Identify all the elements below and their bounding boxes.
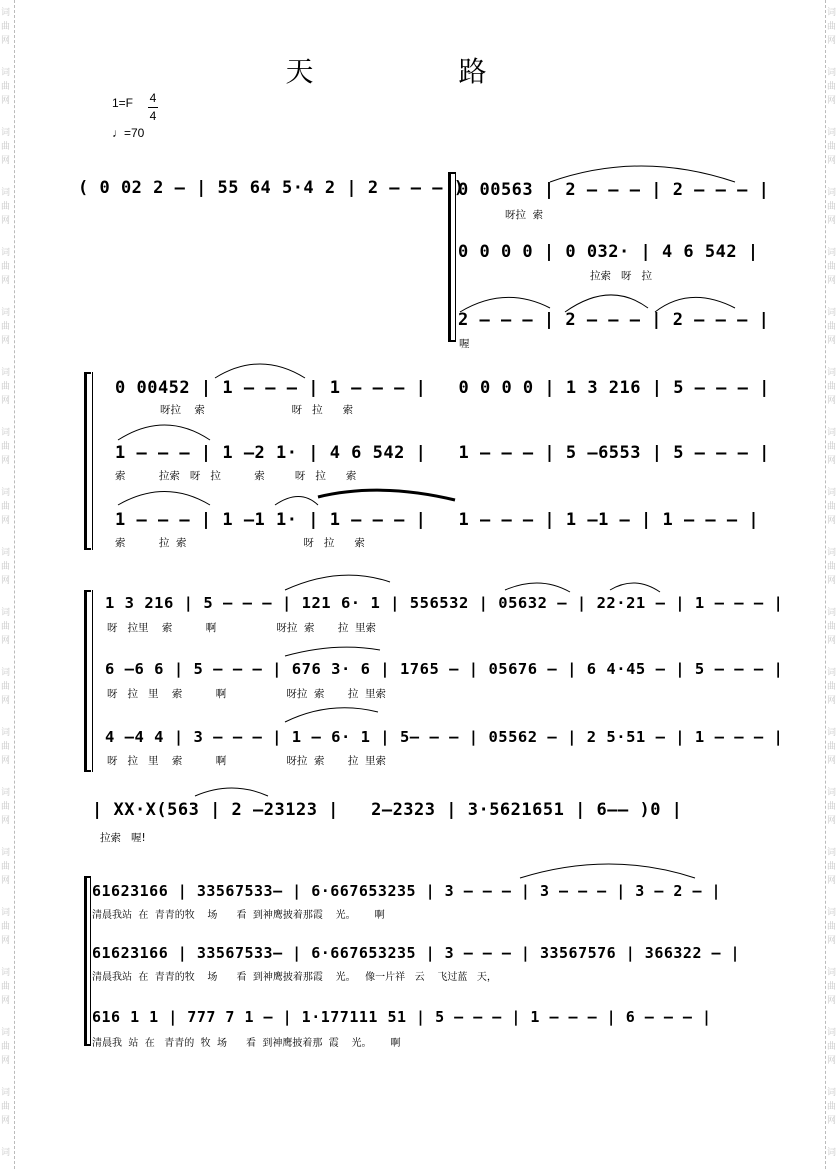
watermark-char: 曲 <box>827 82 837 92</box>
watermark-char: 词 <box>827 728 837 738</box>
watermark-char: 词 <box>1 668 11 678</box>
watermark-char: 曲 <box>827 742 837 752</box>
system3-voice2-lyric: 呀 拉 里 索 啊 呀拉 索 拉 里索 <box>107 688 387 700</box>
watermark-char: 词 <box>827 908 837 918</box>
system3-voice1-lyric: 呀 拉里 索 啊 呀拉 索 拉 里索 <box>107 622 377 634</box>
watermark-char: 网 <box>827 456 837 466</box>
watermark-char: 网 <box>827 936 837 946</box>
watermark-char: 网 <box>1 816 11 826</box>
watermark-char: 曲 <box>827 502 837 512</box>
watermark-char: 网 <box>827 516 837 526</box>
watermark-char: 词 <box>827 428 837 438</box>
system1-voice3-notes: 2 – – – | 2 – – – | 2 – – – | <box>458 310 770 330</box>
watermark-char: 曲 <box>1 82 11 92</box>
watermark-char: 曲 <box>1 982 11 992</box>
watermark-char: 词 <box>1 1028 11 1038</box>
watermark-char: 曲 <box>1 562 11 572</box>
watermark-char: 网 <box>827 636 837 646</box>
system5-voice3-notes: 616 1 1 | 777 7 1 – | 1·177111 51 | 5 – – – | 1 – – – | 6 – – – | <box>92 1008 712 1026</box>
watermark-char: 网 <box>827 96 837 106</box>
watermark-char: 网 <box>1 636 11 646</box>
watermark-char: 曲 <box>827 22 837 32</box>
system1-voice1-lyric: 呀拉 索 <box>505 209 544 221</box>
system2-voice1-notes: 0 00452 | 1 – – – | 1 – – – | 0 0 0 0 | 1 3 216 | 5 – – – | <box>115 378 770 398</box>
system2-voice2-lyric: 索 拉索 呀 拉 索 呀 拉 索 <box>115 470 357 482</box>
watermark-char: 词 <box>827 848 837 858</box>
watermark-char: 词 <box>1 608 11 618</box>
watermark-char: 曲 <box>827 142 837 152</box>
watermark-char: 网 <box>827 816 837 826</box>
watermark-char: 网 <box>1 456 11 466</box>
intro-notes: ( 0 02 2 – | 55 64 5·4 2 | 2 – – – ) <box>78 178 465 198</box>
watermark-char: 曲 <box>1 382 11 392</box>
watermark-char: 曲 <box>1 682 11 692</box>
watermark-char: 网 <box>827 156 837 166</box>
watermark-char: 词 <box>1 548 11 558</box>
system2-voice2-notes: 1 – – – | 1 –2 1· | 4 6 542 | 1 – – – | 5 –6553 | 5 – – – | <box>115 443 770 463</box>
system3-voice2-notes: 6 –6 6 | 5 – – – | 676 3· 6 | 1765 – | 05676 – | 6 4·45 – | 5 – – – | <box>105 660 784 678</box>
system2-voice3-lyric: 索 拉 索 呀 拉 索 <box>115 537 365 549</box>
watermark-char: 曲 <box>1 862 11 872</box>
watermark-char: 网 <box>1 936 11 946</box>
system1-barline <box>455 172 456 342</box>
watermark-char: 网 <box>827 36 837 46</box>
watermark-char: 网 <box>1 1116 11 1126</box>
song-title: 天 路 <box>285 55 555 88</box>
time-signature <box>148 90 158 125</box>
system1-voice2-lyric: 拉索 呀 拉 <box>590 270 653 282</box>
system2-bracket <box>84 372 87 550</box>
system3-barline <box>92 590 93 772</box>
system3-voice1-notes: 1 3 216 | 5 – – – | 121 6· 1 | 556532 | 05632 – | 22·21 – | 1 – – – | <box>105 594 784 612</box>
watermark-char: 网 <box>1 396 11 406</box>
watermark-char: 词 <box>1 428 11 438</box>
watermark-char: 词 <box>827 1028 837 1038</box>
watermark-char: 网 <box>1 996 11 1006</box>
watermark-char: 曲 <box>827 1102 837 1112</box>
watermark-char: 词 <box>1 788 11 798</box>
watermark-char: 网 <box>827 396 837 406</box>
watermark-char: 词 <box>1 8 11 18</box>
system4-lyric: 拉索 喔! <box>100 832 146 844</box>
tempo-marking: ♩=70 <box>112 126 145 140</box>
watermark-char: 词 <box>1 68 11 78</box>
watermark-char: 词 <box>827 368 837 378</box>
system5-voice1-lyric: 清晨我站 在 青青的牧 场 看 到神鹰披着那霞 光。 啊 <box>92 910 385 921</box>
watermark-char: 网 <box>1 36 11 46</box>
system5-bracket <box>84 876 87 1046</box>
watermark-char: 曲 <box>1 802 11 812</box>
watermark-char: 曲 <box>1 22 11 32</box>
watermark-char: 词 <box>827 308 837 318</box>
system3-voice3-notes: 4 –4 4 | 3 – – – | 1 – 6· 1 | 5– – – | 05562 – | 2 5·51 – | 1 – – – | <box>105 728 784 746</box>
watermark-char: 曲 <box>827 862 837 872</box>
watermark-char: 词 <box>1 488 11 498</box>
watermark-char: 曲 <box>827 202 837 212</box>
system2-voice3-notes: 1 – – – | 1 –1 1· | 1 – – – | 1 – – – | 1 –1 – | 1 – – – | <box>115 510 760 530</box>
watermark-char: 词 <box>827 488 837 498</box>
watermark-char: 词 <box>1 188 11 198</box>
watermark-char: 网 <box>827 696 837 706</box>
system1-bracket <box>448 172 451 342</box>
watermark-char: 网 <box>1 156 11 166</box>
watermark-char: 词 <box>1 848 11 858</box>
watermark-char: 曲 <box>1 1102 11 1112</box>
watermark-char: 网 <box>827 276 837 286</box>
system1-voice1-notes: 0 00563 | 2 – – – | 2 – – – | <box>458 180 770 200</box>
watermark-char: 词 <box>1 908 11 918</box>
system1-voice2-notes: 0 0 0 0 | 0 032· | 4 6 542 | <box>458 242 759 262</box>
watermark-char: 词 <box>827 8 837 18</box>
system2-voice1-lyric: 呀拉 索 呀 拉 索 <box>160 404 354 416</box>
watermark-char: 词 <box>827 968 837 978</box>
watermark-char: 网 <box>827 336 837 346</box>
time-signature-bottom: 4 <box>149 109 157 123</box>
watermark-char: 曲 <box>1 442 11 452</box>
watermark-char: 词 <box>1 1088 11 1098</box>
system3-voice3-lyric: 呀 拉 里 索 啊 呀拉 索 拉 里索 <box>107 755 387 767</box>
watermark-char: 词 <box>827 128 837 138</box>
watermark-char: 网 <box>827 756 837 766</box>
watermark-char: 曲 <box>1 322 11 332</box>
watermark-char: 曲 <box>1 1042 11 1052</box>
system5-voice2-lyric: 清晨我站 在 青青的牧 场 看 到神鹰披着那霞 光。 像一片祥 云 飞过蓝 天， <box>92 972 497 983</box>
watermark-char: 词 <box>827 548 837 558</box>
watermark-char: 曲 <box>827 382 837 392</box>
system2-barline <box>92 372 93 550</box>
watermark-char: 词 <box>1 128 11 138</box>
watermark-char: 曲 <box>827 1042 837 1052</box>
watermark-char: 词 <box>827 1088 837 1098</box>
watermark-char: 网 <box>827 876 837 886</box>
watermark-char: 网 <box>1 96 11 106</box>
time-signature-top: 4 <box>149 91 157 105</box>
watermark-char: 网 <box>1 576 11 586</box>
watermark-char: 曲 <box>827 622 837 632</box>
watermark-char: 词 <box>1 968 11 978</box>
watermark-char: 曲 <box>1 262 11 272</box>
watermark-char: 网 <box>827 1116 837 1126</box>
watermark-char: 词 <box>827 1148 837 1158</box>
watermark-char: 词 <box>827 788 837 798</box>
watermark-char: 词 <box>827 248 837 258</box>
key-signature: 1=F <box>112 96 134 110</box>
watermark-char: 曲 <box>827 322 837 332</box>
watermark-char: 网 <box>1 276 11 286</box>
system5-voice1-notes: 61623166 | 33567533– | 6·667653235 | 3 – – – | 3 – – – | 3 – 2 – | <box>92 882 722 900</box>
watermark-char: 网 <box>1 756 11 766</box>
system5-barline <box>90 876 91 1046</box>
system5-voice3-lyric: 清晨我 站 在 青青的 牧 场 看 到神鹰披着那 霞 光。 啊 <box>92 1038 401 1049</box>
right-watermark-strip <box>825 0 840 1169</box>
watermark-char: 词 <box>827 608 837 618</box>
system1-voice3-lyric: 喔 <box>459 338 470 350</box>
watermark-char: 网 <box>1 216 11 226</box>
watermark-char: 网 <box>1 876 11 886</box>
watermark-char: 曲 <box>1 742 11 752</box>
system4-notes: | XX·X(563 | 2 –23123 | 2–2323 | 3·5621651 | 6–– )0 | <box>92 800 683 820</box>
watermark-char: 曲 <box>827 262 837 272</box>
watermark-char: 曲 <box>1 142 11 152</box>
watermark-char: 词 <box>827 68 837 78</box>
watermark-char: 网 <box>827 216 837 226</box>
watermark-char: 词 <box>1 728 11 738</box>
system3-bracket <box>84 590 87 772</box>
watermark-char: 词 <box>1 308 11 318</box>
watermark-char: 网 <box>827 576 837 586</box>
watermark-char: 网 <box>1 1056 11 1066</box>
watermark-char: 曲 <box>827 982 837 992</box>
watermark-char: 曲 <box>827 682 837 692</box>
watermark-char: 词 <box>1 368 11 378</box>
system5-voice2-notes: 61623166 | 33567533– | 6·667653235 | 3 – – – | 33567576 | 366322 – | <box>92 944 741 962</box>
left-watermark-strip <box>0 0 15 1169</box>
watermark-char: 曲 <box>1 622 11 632</box>
watermark-char: 词 <box>1 1148 11 1158</box>
watermark-char: 词 <box>827 188 837 198</box>
watermark-char: 曲 <box>827 442 837 452</box>
watermark-char: 曲 <box>827 922 837 932</box>
watermark-char: 曲 <box>1 922 11 932</box>
watermark-char: 曲 <box>1 202 11 212</box>
watermark-char: 网 <box>827 996 837 1006</box>
watermark-char: 词 <box>827 668 837 678</box>
watermark-char: 网 <box>827 1056 837 1066</box>
watermark-char: 词 <box>1 248 11 258</box>
watermark-char: 曲 <box>827 802 837 812</box>
watermark-char: 曲 <box>827 562 837 572</box>
watermark-char: 网 <box>1 336 11 346</box>
watermark-char: 曲 <box>1 502 11 512</box>
watermark-char: 网 <box>1 516 11 526</box>
watermark-char: 网 <box>1 696 11 706</box>
